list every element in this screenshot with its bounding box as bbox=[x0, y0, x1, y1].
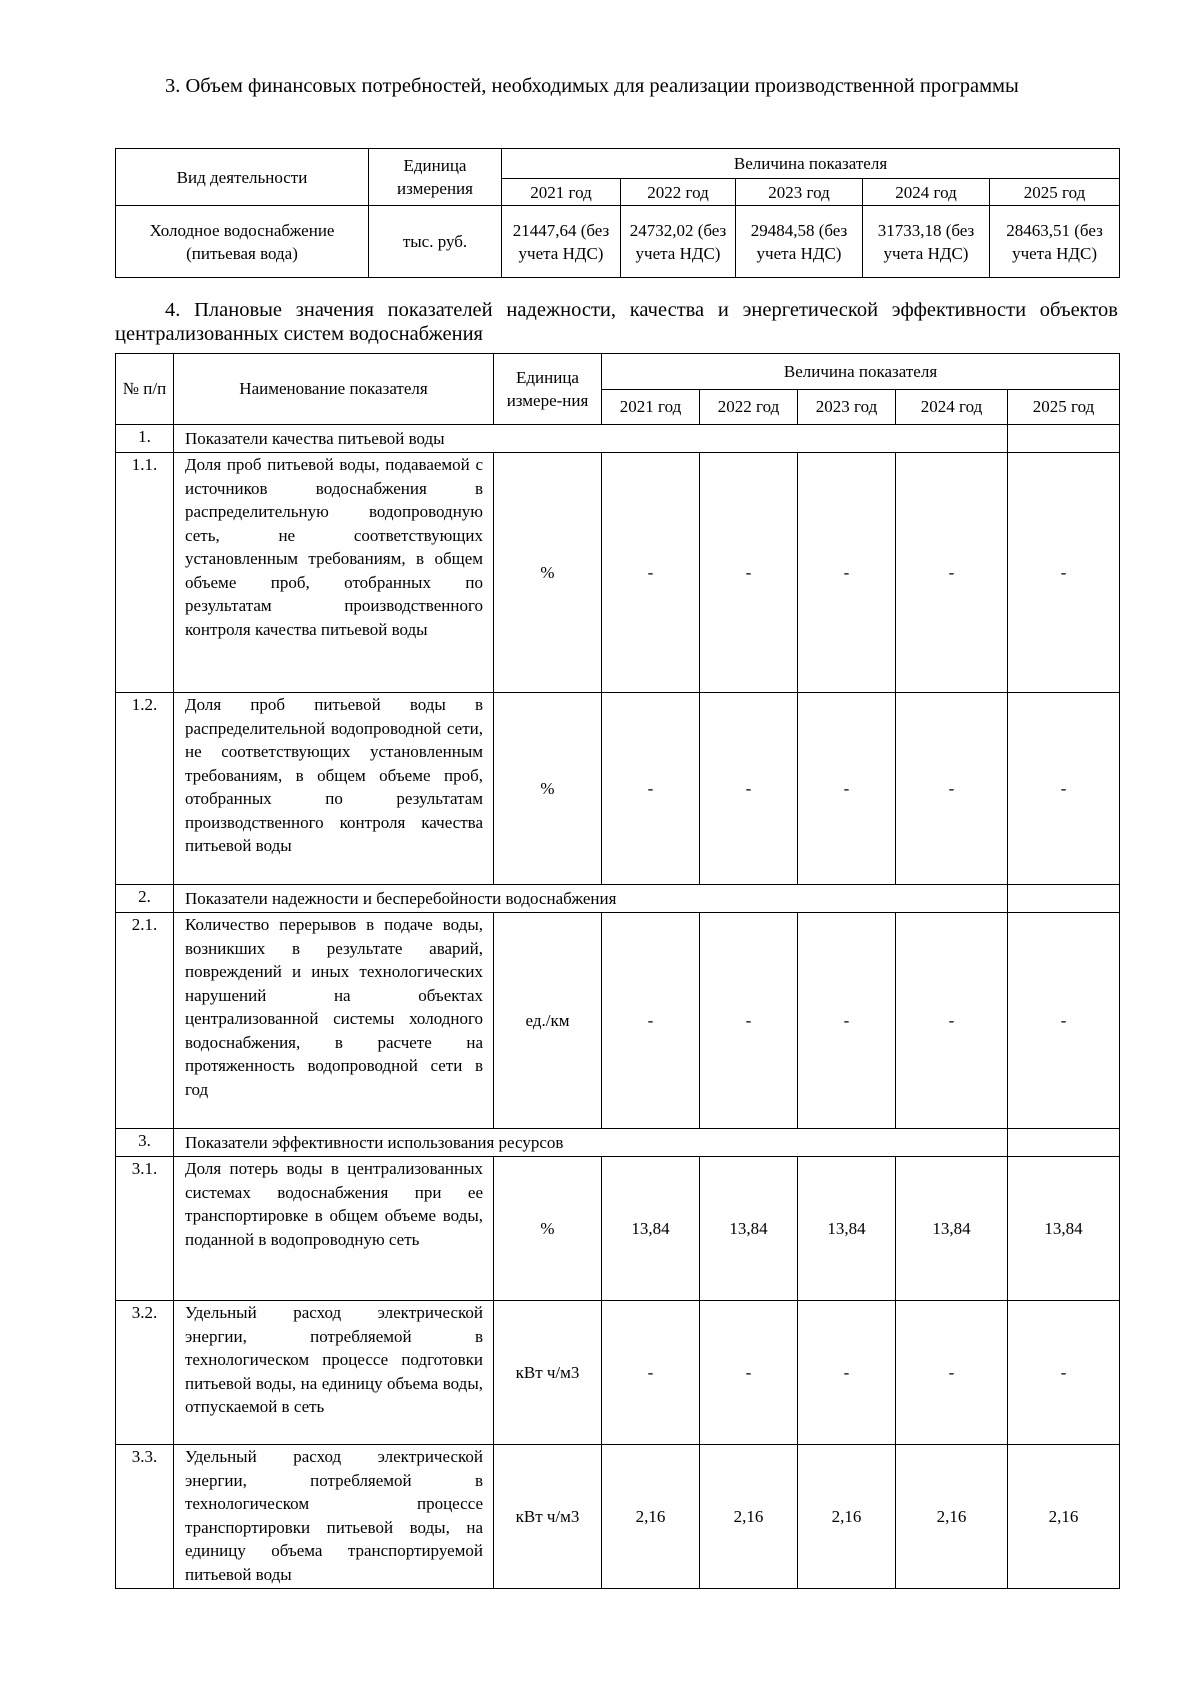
indicator-unit: ед./км bbox=[494, 913, 602, 1129]
indicator-value: - bbox=[1008, 1301, 1120, 1445]
section-title: Показатели эффективности использования ресурсов bbox=[174, 1129, 1008, 1157]
indicator-value: - bbox=[700, 1301, 798, 1445]
indicator-value: 13,84 bbox=[1008, 1157, 1120, 1301]
indicator-name: Удельный расход электрической энергии, потребляемой в технологическом процессе подготовки питьевой воды, на единицу объема воды, отпускаемой в сеть bbox=[174, 1301, 494, 1445]
indicators-table bbox=[115, 353, 1120, 1589]
header-unit: Единица измерения bbox=[369, 149, 502, 206]
indicator-value: - bbox=[896, 693, 1008, 885]
header-year: 2024 год bbox=[863, 179, 990, 206]
section-num: 1. bbox=[116, 425, 174, 453]
financial-needs-table bbox=[115, 148, 1120, 278]
indicator-value: - bbox=[700, 453, 798, 693]
header-year: 2023 год bbox=[736, 179, 863, 206]
header-year: 2022 год bbox=[700, 390, 798, 425]
indicator-value: 13,84 bbox=[602, 1157, 700, 1301]
indicator-num: 2.1. bbox=[116, 913, 174, 1129]
indicator-value: - bbox=[602, 1301, 700, 1445]
section-row bbox=[116, 885, 1120, 913]
header-year: 2025 год bbox=[990, 179, 1120, 206]
indicator-num: 1.1. bbox=[116, 453, 174, 693]
indicator-num: 1.2. bbox=[116, 693, 174, 885]
indicator-unit: % bbox=[494, 693, 602, 885]
header-year: 2021 год bbox=[602, 390, 700, 425]
indicator-value: 13,84 bbox=[896, 1157, 1008, 1301]
indicator-value: - bbox=[798, 453, 896, 693]
indicator-row bbox=[116, 1445, 1120, 1589]
header-activity: Вид деятельности bbox=[116, 149, 369, 206]
indicator-unit: кВт ч/м3 bbox=[494, 1301, 602, 1445]
indicator-unit: % bbox=[494, 1157, 602, 1301]
indicator-name: Доля потерь воды в централизованных системах водоснабжения при ее транспортировке в общем объеме воды, поданной в водопроводную сеть bbox=[174, 1157, 494, 1301]
indicator-value: - bbox=[798, 913, 896, 1129]
header-year: 2024 год bbox=[896, 390, 1008, 425]
indicator-unit: кВт ч/м3 bbox=[494, 1445, 602, 1589]
section-empty-cell bbox=[1008, 1129, 1120, 1157]
header-year: 2022 год bbox=[621, 179, 736, 206]
value-cell: 29484,58 (без учета НДС) bbox=[736, 206, 863, 278]
indicator-row bbox=[116, 453, 1120, 693]
indicator-value: - bbox=[1008, 693, 1120, 885]
indicator-name: Доля проб питьевой воды, подаваемой с источников водоснабжения в распределительную водопроводную сеть, не соответствующих установленным требованиям, в общем объеме проб, отобранных по результатам производственного контроля качества питьевой воды bbox=[174, 453, 494, 693]
indicator-value: 2,16 bbox=[602, 1445, 700, 1589]
indicator-value: 13,84 bbox=[700, 1157, 798, 1301]
indicator-row bbox=[116, 913, 1120, 1129]
header-unit: Единица измере-ния bbox=[494, 354, 602, 425]
indicator-value: 2,16 bbox=[700, 1445, 798, 1589]
indicator-unit: % bbox=[494, 453, 602, 693]
section-num: 2. bbox=[116, 885, 174, 913]
header-value: Величина показателя bbox=[502, 149, 1120, 179]
indicator-name: Количество перерывов в подаче воды, возникших в результате аварий, повреждений и иных технологических нарушений на объектах централизованной системы холодного водоснабжения, в расчете на протяженность водопроводной сети в год bbox=[174, 913, 494, 1129]
indicator-value: - bbox=[602, 453, 700, 693]
value-cell: 31733,18 (без учета НДС) bbox=[863, 206, 990, 278]
section4-heading: 4. Плановые значения показателей надежности, качества и энергетической эффективности объектов централизованных систем водоснабжения bbox=[115, 299, 1118, 345]
indicator-value: - bbox=[1008, 913, 1120, 1129]
indicator-value: - bbox=[602, 693, 700, 885]
indicator-row bbox=[116, 1157, 1120, 1301]
indicator-value: 2,16 bbox=[1008, 1445, 1120, 1589]
indicator-value: - bbox=[896, 453, 1008, 693]
indicator-value: - bbox=[896, 1301, 1008, 1445]
indicator-value: - bbox=[798, 1301, 896, 1445]
section-empty-cell bbox=[1008, 885, 1120, 913]
indicator-value: - bbox=[700, 693, 798, 885]
unit-cell: тыс. руб. bbox=[369, 206, 502, 278]
section-title: Показатели надежности и бесперебойности водоснабжения bbox=[174, 885, 1008, 913]
header-name: Наименование показателя bbox=[174, 354, 494, 425]
indicator-value: 2,16 bbox=[798, 1445, 896, 1589]
indicator-value: - bbox=[896, 913, 1008, 1129]
indicator-num: 3.3. bbox=[116, 1445, 174, 1589]
indicator-name: Удельный расход электрической энергии, потребляемой в технологическом процессе транспортировки питьевой воды, на единицу объема транспортируемой питьевой воды bbox=[174, 1445, 494, 1589]
header-year: 2023 год bbox=[798, 390, 896, 425]
indicator-row bbox=[116, 1301, 1120, 1445]
section-empty-cell bbox=[1008, 425, 1120, 453]
section-title: Показатели качества питьевой воды bbox=[174, 425, 1008, 453]
section-num: 3. bbox=[116, 1129, 174, 1157]
indicator-value: 13,84 bbox=[798, 1157, 896, 1301]
section-row bbox=[116, 425, 1120, 453]
activity-cell: Холодное водоснабжение (питьевая вода) bbox=[116, 206, 369, 278]
indicator-row bbox=[116, 693, 1120, 885]
indicator-name: Доля проб питьевой воды в распределительной водопроводной сети, не соответствующих установленным требованиям, в общем объеме проб, отобранных по результатам производственного контроля качества питьевой воды bbox=[174, 693, 494, 885]
indicator-value: - bbox=[602, 913, 700, 1129]
indicator-value: - bbox=[700, 913, 798, 1129]
indicator-value: - bbox=[1008, 453, 1120, 693]
value-cell: 21447,64 (без учета НДС) bbox=[502, 206, 621, 278]
indicator-num: 3.1. bbox=[116, 1157, 174, 1301]
value-cell: 24732,02 (без учета НДС) bbox=[621, 206, 736, 278]
indicator-value: - bbox=[798, 693, 896, 885]
header-num: № п/п bbox=[116, 354, 174, 425]
header-value: Величина показателя bbox=[602, 354, 1120, 390]
indicator-num: 3.2. bbox=[116, 1301, 174, 1445]
section3-heading: 3. Объем финансовых потребностей, необходимых для реализации производственной программы bbox=[165, 75, 1019, 97]
section-row bbox=[116, 1129, 1120, 1157]
header-year: 2021 год bbox=[502, 179, 621, 206]
indicator-value: 2,16 bbox=[896, 1445, 1008, 1589]
value-cell: 28463,51 (без учета НДС) bbox=[990, 206, 1120, 278]
header-year: 2025 год bbox=[1008, 390, 1120, 425]
